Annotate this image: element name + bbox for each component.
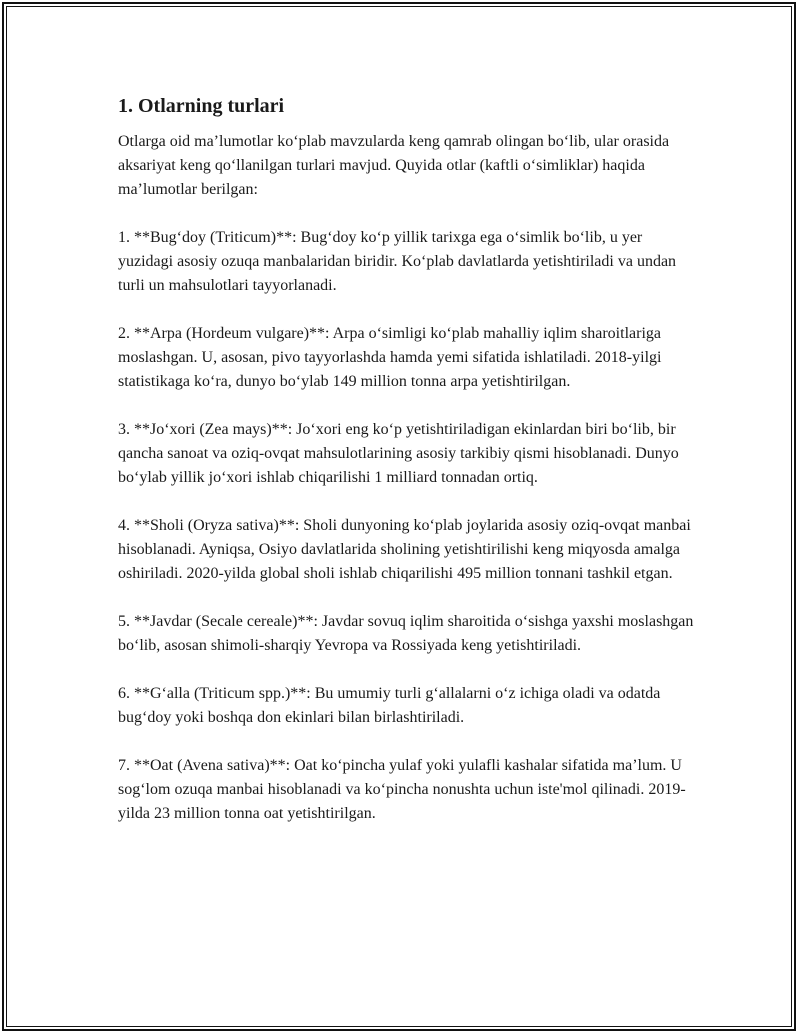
list-item-rice: 4. **Sholi (Oryza sativa)**: Sholi dunyoning koʻplab joylarida asosiy oziq-ovqat manbai hisoblanadi. Ayniqsa, Osiyo davlatlarida sholining yetishtirilishi keng miqyosda amalga oshiriladi. 2020-yilda global sholi ishlab chiqarilishi 495 million tonnani tashkil etgan. [118, 517, 691, 582]
list-item-barley: 2. **Arpa (Hordeum vulgare)**: Arpa oʻsimligi koʻplab mahalliy iqlim sharoitlariga moslashgan. U, asosan, pivo tayyorlashda hamda yemi sifatida ishlatiladi. 2018-yilgi statistikaga koʻra, dunyo boʻylab 149 million tonna arpa yetishtirilgan. [118, 325, 662, 390]
section-heading: 1. Otlarning turlari [118, 95, 285, 117]
list-item-grain: 6. **Gʻalla (Triticum spp.)**: Bu umumiy turli gʻallalarni oʻz ichiga oladi va odatda bugʻdoy yoki boshqa don ekinlari bilan birlashtiriladi. [118, 685, 661, 726]
intro-paragraph: Otlarga oid maʼlumotlar koʻplab mavzularda keng qamrab olingan boʻlib, ular orasida aksariyat keng qoʻllanilgan turlari mavjud. Quyida otlar (kaftli oʻsimliklar) haqida maʼlumotlar berilgan: [118, 133, 670, 198]
list-item-oat: 7. **Oat (Avena sativa)**: Oat koʻpincha yulaf yoki yulafli kashalar sifatida maʼlum. U sogʻlom ozuqa manbai hisoblanadi va koʻpincha nonushta uchun iste'mol qilinadi. 2019-yilda 23 million tonna oat yetishtirilgan. [118, 757, 686, 822]
document-body [118, 92, 698, 850]
list-item-corn: 3. **Joʻxori (Zea mays)**: Joʻxori eng koʻp yetishtiriladigan ekinlardan biri boʻlib, bir qancha sanoat va oziq-ovqat mahsulotlarining asosiy tarkibiy qismi hisoblanadi. Dunyo boʻylab yillik joʻxori ishlab chiqarilishi 1 milliard tonnadan ortiq. [118, 421, 679, 486]
list-item-rye: 5. **Javdar (Secale cereale)**: Javdar sovuq iqlim sharoitida oʻsishga yaxshi moslashgan boʻlib, asosan shimoli-sharqiy Yevropa va Rossiyada keng yetishtiriladi. [118, 613, 694, 654]
list-item-wheat: 1. **Bugʻdoy (Triticum)**: Bugʻdoy koʻp yillik tarixga ega oʻsimlik boʻlib, u yer yuzidagi asosiy ozuqa manbalaridan biridir. Koʻplab davlatlarda yetishtiriladi va undan turli un mahsulotlari tayyorlanadi. [118, 229, 677, 294]
